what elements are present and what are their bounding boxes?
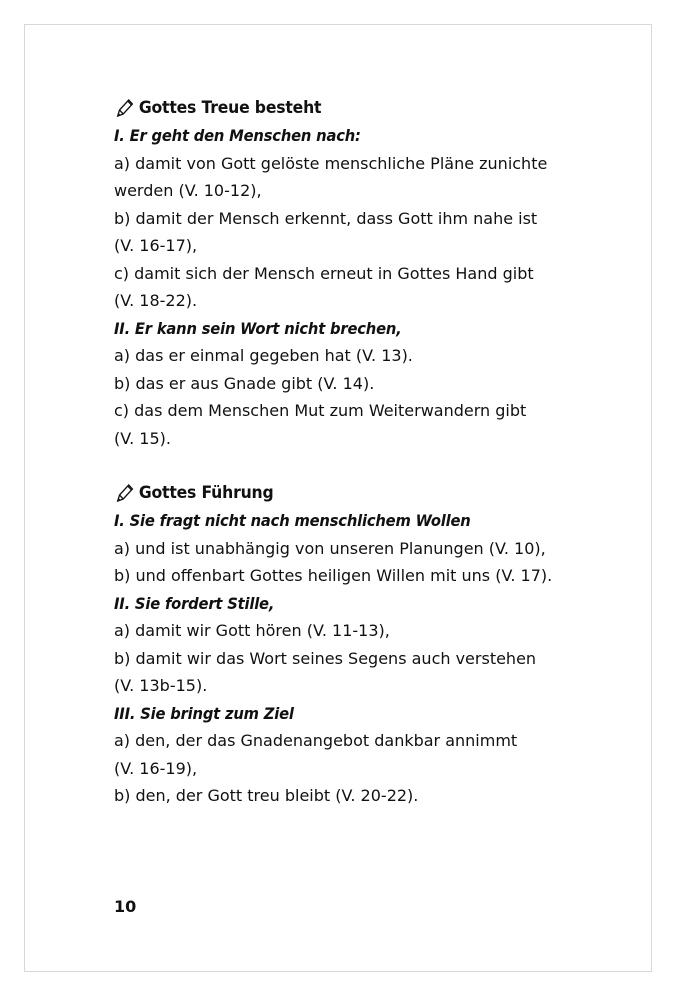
subheading: III. Sie bringt zum Ziel bbox=[114, 703, 294, 723]
section-title-text: Gottes Treue besteht bbox=[138, 98, 322, 118]
body-text-line: c) das dem Menschen Mut zum Weiterwandern gibt bbox=[114, 401, 527, 420]
section-title bbox=[114, 479, 546, 507]
page-number: 10 bbox=[114, 897, 137, 916]
body-text-line: b) den, der Gott treu bleibt (V. 20-22). bbox=[114, 786, 419, 805]
body-text-line: (V. 13b-15). bbox=[114, 676, 208, 695]
body-text-line: b) das er aus Gnade gibt (V. 14). bbox=[114, 373, 375, 393]
section-gottes-treue bbox=[114, 94, 584, 452]
subheading: II. Er kann sein Wort nicht brechen, bbox=[114, 318, 402, 338]
pencil-icon bbox=[114, 96, 136, 120]
section-title bbox=[114, 94, 546, 122]
body-text-line: a) und ist unabhängig von unseren Planungen (V. 10), bbox=[114, 538, 546, 558]
pencil-icon bbox=[114, 481, 136, 505]
body-text-line: c) damit sich der Mensch erneut in Gottes Hand gibt bbox=[114, 263, 534, 283]
page-content bbox=[114, 94, 584, 810]
subheading: II. Sie fordert Stille, bbox=[114, 593, 275, 613]
body-text-line: (V. 18-22). bbox=[114, 291, 198, 310]
body-text-line: a) das er einmal gegeben hat (V. 13). bbox=[114, 346, 413, 365]
subheading: I. Er geht den Menschen nach: bbox=[114, 126, 361, 145]
body-text-line: a) damit wir Gott hören (V. 11-13), bbox=[114, 621, 390, 640]
body-text-line: b) damit wir das Wort seines Segens auch verstehen bbox=[114, 648, 537, 668]
body-text-line: b) und offenbart Gottes heiligen Willen mit uns (V. 17). bbox=[114, 566, 553, 585]
body-text-line: a) damit von Gott gelöste menschliche Pläne zunichte bbox=[114, 153, 548, 173]
body-text-line: werden (V. 10-12), bbox=[114, 181, 262, 200]
body-text-line: (V. 16-17), bbox=[114, 236, 198, 255]
section-title-text: Gottes Führung bbox=[138, 483, 274, 503]
body-text-line: a) den, der das Gnadenangebot dankbar annimmt bbox=[114, 731, 518, 750]
body-text-line: (V. 16-19), bbox=[114, 758, 198, 778]
body-text-line: (V. 15). bbox=[114, 428, 171, 448]
body-text-line: b) damit der Mensch erkennt, dass Gott ihm nahe ist bbox=[114, 208, 538, 228]
section-gottes-fuehrung bbox=[114, 479, 584, 810]
subheading: I. Sie fragt nicht nach menschlichem Wollen bbox=[114, 511, 471, 530]
